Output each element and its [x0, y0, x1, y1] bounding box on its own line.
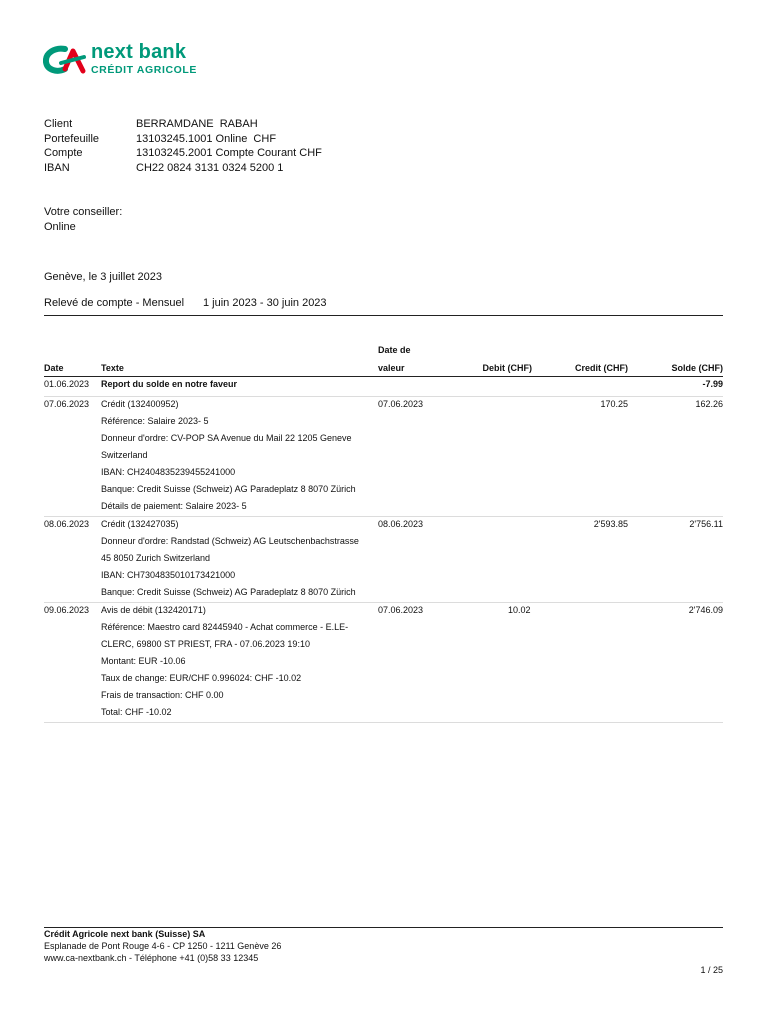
tx1-value-date: 07.06.2023 — [378, 399, 424, 409]
header-balance: Solde (CHF) — [671, 363, 723, 373]
footer-company: Crédit Agricole next bank (Suisse) SA — [44, 929, 206, 939]
tx3-line: Avis de débit (132420171) — [101, 605, 206, 615]
brand-subtitle: CRÉDIT AGRICOLE — [91, 64, 198, 76]
tx2-line: Crédit (132427035) — [101, 519, 179, 529]
account-value: 13103245.2001 Compte Courant CHF — [136, 147, 322, 159]
tx1-line: Donneur d'ordre: CV-POP SA Avenue du Mail 22 1205 Geneve — [101, 433, 352, 443]
carry-forward-date: 01.06.2023 — [44, 379, 90, 389]
portfolio-value: 13103245.1001 Online CHF — [136, 133, 277, 145]
carry-forward-text: Report du solde en notre faveur — [101, 379, 238, 389]
header-value-date-line2: valeur — [378, 363, 405, 373]
tx2-date: 08.06.2023 — [44, 519, 90, 529]
tx1-date: 07.06.2023 — [44, 399, 90, 409]
page-number: 1 / 25 — [700, 965, 723, 975]
tx2-line: 45 8050 Zurich Switzerland — [101, 553, 211, 563]
header-debit: Debit (CHF) — [482, 363, 532, 373]
footer-contact: www.ca-nextbank.ch - Téléphone +41 (0)58 33 12345 — [44, 953, 259, 963]
credit-agricole-logo-icon — [43, 45, 87, 75]
iban-label: IBAN — [44, 162, 70, 174]
row-divider — [44, 396, 723, 397]
brand-name: next bank — [91, 41, 187, 63]
portfolio-label: Portefeuille — [44, 133, 100, 145]
tx3-date: 09.06.2023 — [44, 605, 90, 615]
row-divider — [44, 602, 723, 603]
tx3-value-date: 07.06.2023 — [378, 605, 424, 615]
header-date: Date — [44, 363, 64, 373]
tx3-balance: 2'746.09 — [688, 605, 723, 615]
tx1-line: Banque: Credit Suisse (Schweiz) AG Paradeplatz 8 8070 Zürich — [101, 484, 356, 494]
account-label: Compte — [44, 147, 83, 159]
advisor-value: Online — [44, 221, 76, 233]
tx3-line: Frais de transaction: CHF 0.00 — [101, 690, 224, 700]
footer-address: Esplanade de Pont Rouge 4-6 - CP 1250 - 1211 Genève 26 — [44, 941, 282, 951]
tx2-balance: 2'756.11 — [689, 519, 723, 529]
header-credit: Credit (CHF) — [575, 363, 628, 373]
place-date: Genève, le 3 juillet 2023 — [44, 271, 163, 283]
statement-period: 1 juin 2023 - 30 juin 2023 — [203, 297, 327, 309]
tx3-debit: 10.02 — [508, 605, 531, 615]
tx3-line: Total: CHF -10.02 — [101, 707, 172, 717]
tx2-credit: 2'593.85 — [593, 519, 628, 529]
tx1-credit: 170.25 — [600, 399, 628, 409]
tx3-line: Référence: Maestro card 82445940 - Achat commerce - E.LE- — [101, 622, 349, 632]
header-divider — [44, 376, 723, 377]
tx1-line: Détails de paiement: Salaire 2023- 5 — [101, 501, 247, 511]
bank-logo — [43, 43, 223, 79]
tx1-balance: 162.26 — [695, 399, 723, 409]
carry-forward-balance: -7.99 — [702, 379, 723, 389]
tx1-line: Switzerland — [101, 450, 148, 460]
tx2-line: Banque: Credit Suisse (Schweiz) AG Paradeplatz 8 8070 Zürich — [101, 587, 356, 597]
tx1-line: Crédit (132400952) — [101, 399, 179, 409]
row-divider — [44, 516, 723, 517]
iban-value: CH22 0824 3131 0324 5200 1 — [136, 162, 284, 174]
statement-title: Relevé de compte - Mensuel — [44, 297, 185, 309]
tx1-line: Référence: Salaire 2023- 5 — [101, 416, 209, 426]
tx3-line: CLERC, 69800 ST PRIEST, FRA - 07.06.2023 19:10 — [101, 639, 310, 649]
row-divider — [44, 722, 723, 723]
client-value: BERRAMDANE RABAH — [136, 118, 258, 130]
tx2-line: Donneur d'ordre: Randstad (Schweiz) AG Leutschenbachstrasse — [101, 536, 359, 546]
client-label: Client — [44, 118, 73, 130]
tx3-line: Taux de change: EUR/CHF 0.996024: CHF -10.02 — [101, 673, 302, 683]
tx1-line: IBAN: CH2404835239455241000 — [101, 467, 236, 477]
tx2-value-date: 08.06.2023 — [378, 519, 424, 529]
header-value-date-line1: Date de — [378, 345, 411, 355]
header-text: Texte — [101, 363, 124, 373]
tx2-line: IBAN: CH7304835010173421000 — [101, 570, 236, 580]
tx3-line: Montant: EUR -10.06 — [101, 656, 186, 666]
title-divider — [44, 315, 723, 316]
advisor-label: Votre conseiller: — [44, 206, 123, 218]
